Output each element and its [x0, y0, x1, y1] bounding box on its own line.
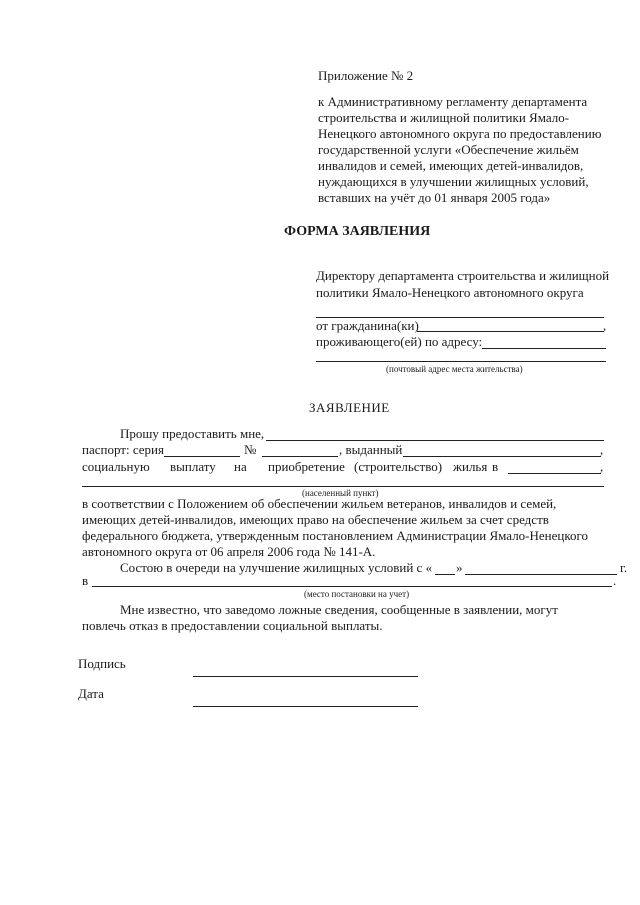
- passport-series-field[interactable]: [164, 456, 240, 457]
- queue-text: Состою в очереди на улучшение жилищных условий с «: [120, 560, 433, 575]
- address-field[interactable]: [482, 348, 606, 349]
- issued-label: , выданный: [339, 442, 403, 457]
- appendix-line: вставших на учёт до 01 января 2005 года»: [318, 190, 551, 205]
- addressee-line-1: Директору департамента строительства и жилищной: [316, 268, 610, 283]
- appendix-line: инвалидов и семей, имеющих детей-инвалидов,: [318, 158, 584, 173]
- payment-word: в: [492, 459, 499, 474]
- form-title: ФОРМА ЗАЯВЛЕНИЯ: [284, 224, 431, 239]
- queue-in-label: в: [82, 573, 89, 588]
- accordance-text: имеющих детей-инвалидов, имеющих право на обеспечение жильем за счет средств: [82, 512, 549, 527]
- appendix-line: государственной услуги «Обеспечение жильём: [318, 142, 579, 157]
- registration-caption: (место постановки на учет): [304, 589, 410, 599]
- queue-month-year-field[interactable]: [465, 574, 617, 575]
- appendix-line: строительства и жилищной политики Ямало-: [318, 110, 570, 125]
- queue-close-quote: »: [456, 560, 463, 575]
- from-citizen-label: от гражданина(ки): [316, 318, 419, 333]
- locality-field[interactable]: [508, 473, 601, 474]
- warning-text: Мне известно, что заведомо ложные сведения, сообщенные в заявлении, могут: [120, 602, 558, 617]
- appendix-line: к Административному регламенту департамента: [318, 94, 588, 109]
- date-label: Дата: [78, 686, 104, 701]
- payment-word: на: [234, 459, 247, 474]
- payment-word: социальную: [82, 459, 150, 474]
- applicant-name-field[interactable]: [266, 440, 604, 441]
- residing-label: проживающего(ей) по адресу:: [316, 334, 483, 349]
- locality-field-2[interactable]: [82, 486, 604, 487]
- payment-word: приобретение: [268, 459, 345, 474]
- payment-word: жилья: [453, 459, 488, 474]
- locality-caption: (населенный пункт): [302, 488, 379, 498]
- citizen-name-field[interactable]: [417, 331, 604, 332]
- payment-word: выплату: [170, 459, 216, 474]
- appendix-line: нуждающихся в улучшении жилищных условий,: [318, 174, 589, 189]
- registration-place-field[interactable]: [92, 586, 612, 587]
- address-field-2[interactable]: [316, 361, 606, 362]
- passport-number-field[interactable]: [262, 456, 338, 457]
- year-suffix: г.: [620, 560, 628, 575]
- postal-address-caption: (почтовый адрес места жительства): [386, 364, 523, 374]
- request-text: Прошу предоставить мне,: [120, 426, 265, 441]
- payment-word: (строительство): [354, 459, 443, 474]
- queue-day-field[interactable]: [435, 574, 455, 575]
- addressee-line-2: политики Ямало-Ненецкого автономного округа: [316, 285, 584, 300]
- signature-label: Подпись: [78, 656, 126, 671]
- issued-by-field[interactable]: [403, 456, 601, 457]
- accordance-text: федерального бюджета, утвержденным постановлением Администрации Ямало-Ненецкого: [82, 528, 589, 543]
- signature-field[interactable]: [193, 676, 418, 677]
- appendix-title: Приложение № 2: [318, 68, 414, 83]
- accordance-text: в соответствии с Положением об обеспечении жильем ветеранов, инвалидов и семей,: [82, 496, 557, 511]
- passport-number-sign: №: [244, 442, 257, 457]
- date-field[interactable]: [193, 706, 418, 707]
- passport-series-label: паспорт: серия: [82, 442, 164, 457]
- warning-text: повлечь отказ в предоставлении социальной выплаты.: [82, 618, 383, 633]
- appendix-line: Ненецкого автономного округа по предоставлению: [318, 126, 602, 141]
- statement-title: ЗАЯВЛЕНИЕ: [309, 400, 390, 415]
- accordance-text: автономного округа от 06 апреля 2006 года № 141-А.: [82, 544, 376, 559]
